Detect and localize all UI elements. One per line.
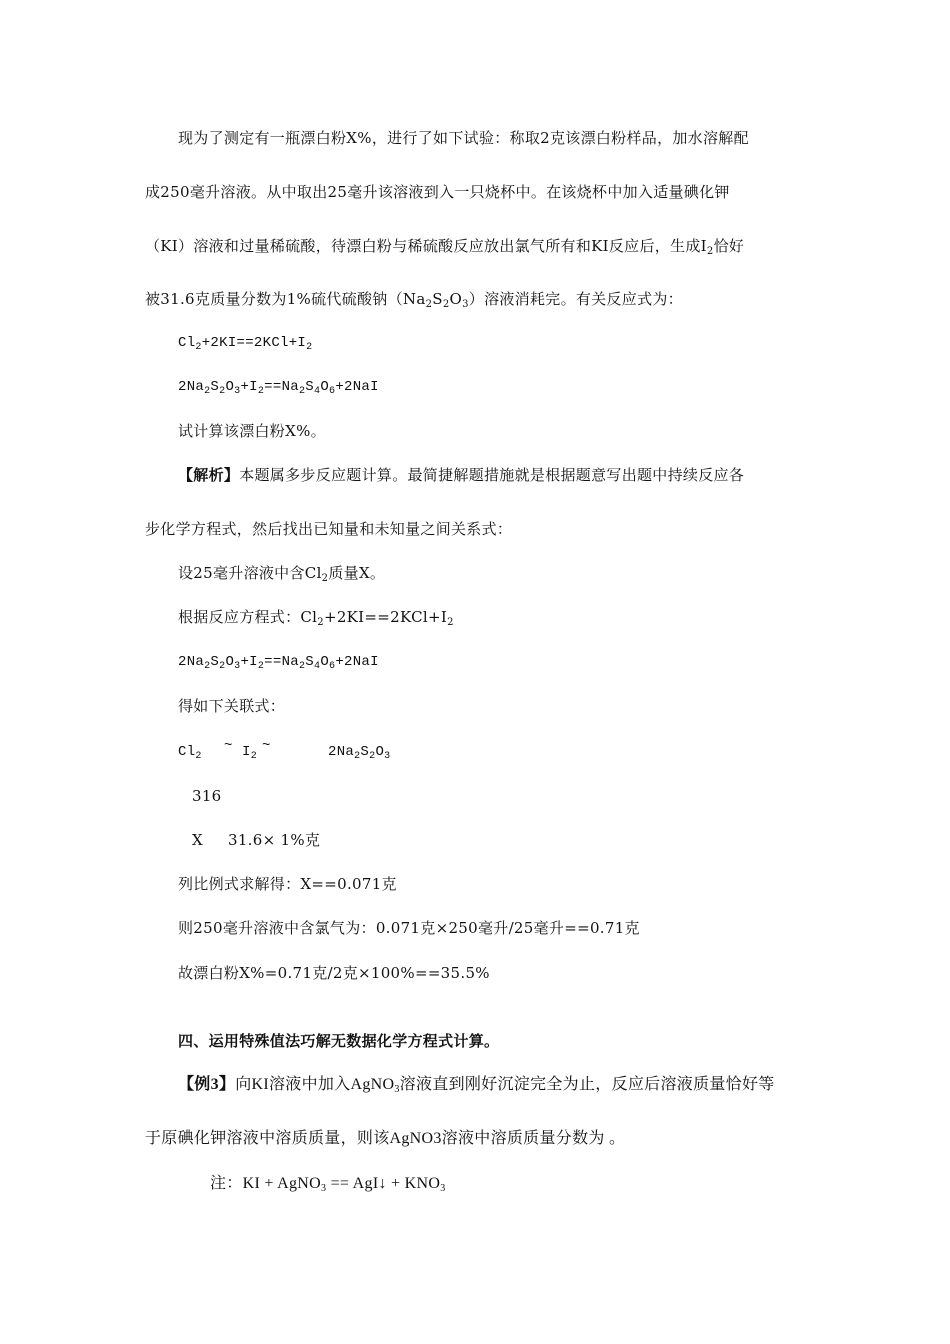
relation-316: 316 bbox=[192, 787, 222, 805]
relation-i2: $I_2$ bbox=[242, 744, 258, 762]
relation-x: X bbox=[192, 831, 203, 849]
example-3-note: 注：KI + AgNO$_3$ == AgI↓ + $KNO_3$ bbox=[210, 1175, 446, 1194]
analysis-line-2: 步化学方程式，然后找出已知量和未知量之间关系式： bbox=[145, 520, 513, 538]
problem-line-4: 被31.6克质量分数为1%硫代硫酸钠$(Na_2S_2O_3)$溶液消耗完。有关反应式为： bbox=[145, 290, 683, 310]
relation-cl2: $Cl_2$ bbox=[178, 744, 202, 762]
solve-line: 列比例式求解得：X==0.071克 bbox=[178, 875, 397, 893]
question-text: 试计算该漂白粉X%。 bbox=[178, 422, 326, 440]
relation-na2s2o3: $2Na_2S_2O_3$ bbox=[328, 744, 391, 762]
example-3-line-2: 于原碘化钾溶液中溶质质量，则该AgNO3溶液中溶质质量分数为 。 bbox=[145, 1130, 626, 1147]
result-line: 故漂白粉X%=0.71克/2克×100%==35.5% bbox=[178, 964, 490, 982]
section-4-heading: 四、运用特殊值法巧解无数据化学方程式计算。 bbox=[178, 1032, 500, 1050]
analysis-equation-2: $2Na_2S_2O_3+I_2==Na_2S_4O_6+2NaI$ bbox=[178, 654, 379, 672]
analysis-line-1: 【解析】本题属多步反应题计算。最简捷解题措施就是根据题意写出题中持续反应各 bbox=[178, 466, 745, 484]
analysis-basis: 根据反应方程式：$Cl_2+2KI==2KCl+I_2$ bbox=[178, 608, 454, 628]
reaction-equation-2: $2Na_2S_2O_3+I_2==Na_2S_4O_6+2NaI$ bbox=[178, 379, 379, 397]
problem-line-3: （KI）溶液和过量稀硫酸，待漂白粉与稀硫酸反应放出氯气所有和KI反应后，生成$I_2$恰好 bbox=[145, 237, 745, 257]
analysis-assumption: 设25毫升溶液中含$Cl_2$质量X。 bbox=[178, 564, 386, 584]
analysis-label: 【解析】 bbox=[178, 466, 240, 484]
chlorine-total-line: 则250毫升溶液中含氯气为：0.071克×250毫升/25毫升==0.71克 bbox=[178, 919, 640, 937]
relation-tilde-2: ~ bbox=[262, 738, 271, 754]
analysis-derive: 得如下关联式： bbox=[178, 697, 286, 715]
example-3-line-1: 【例3】向KI溶液中加入AgNO$_3$溶液直到刚好沉淀完全为止，反应后溶液质量恰好等 bbox=[178, 1076, 775, 1095]
problem-line-2: 成250毫升溶液。从中取出25毫升该溶液到入一只烧杯中。在该烧杯中加入适量碘化钾 bbox=[145, 183, 730, 201]
example-label: 【例3】 bbox=[178, 1076, 236, 1093]
relation-tilde-1: ~ bbox=[224, 738, 233, 754]
problem-line-1: 现为了测定有一瓶漂白粉X%，进行了如下试验：称取2克该漂白粉样品，加水溶解配 bbox=[178, 129, 749, 147]
relation-value: 31.6× 1%克 bbox=[228, 831, 321, 849]
reaction-equation-1: $Cl_2+2KI==2KCl+I_2$ bbox=[178, 335, 313, 353]
